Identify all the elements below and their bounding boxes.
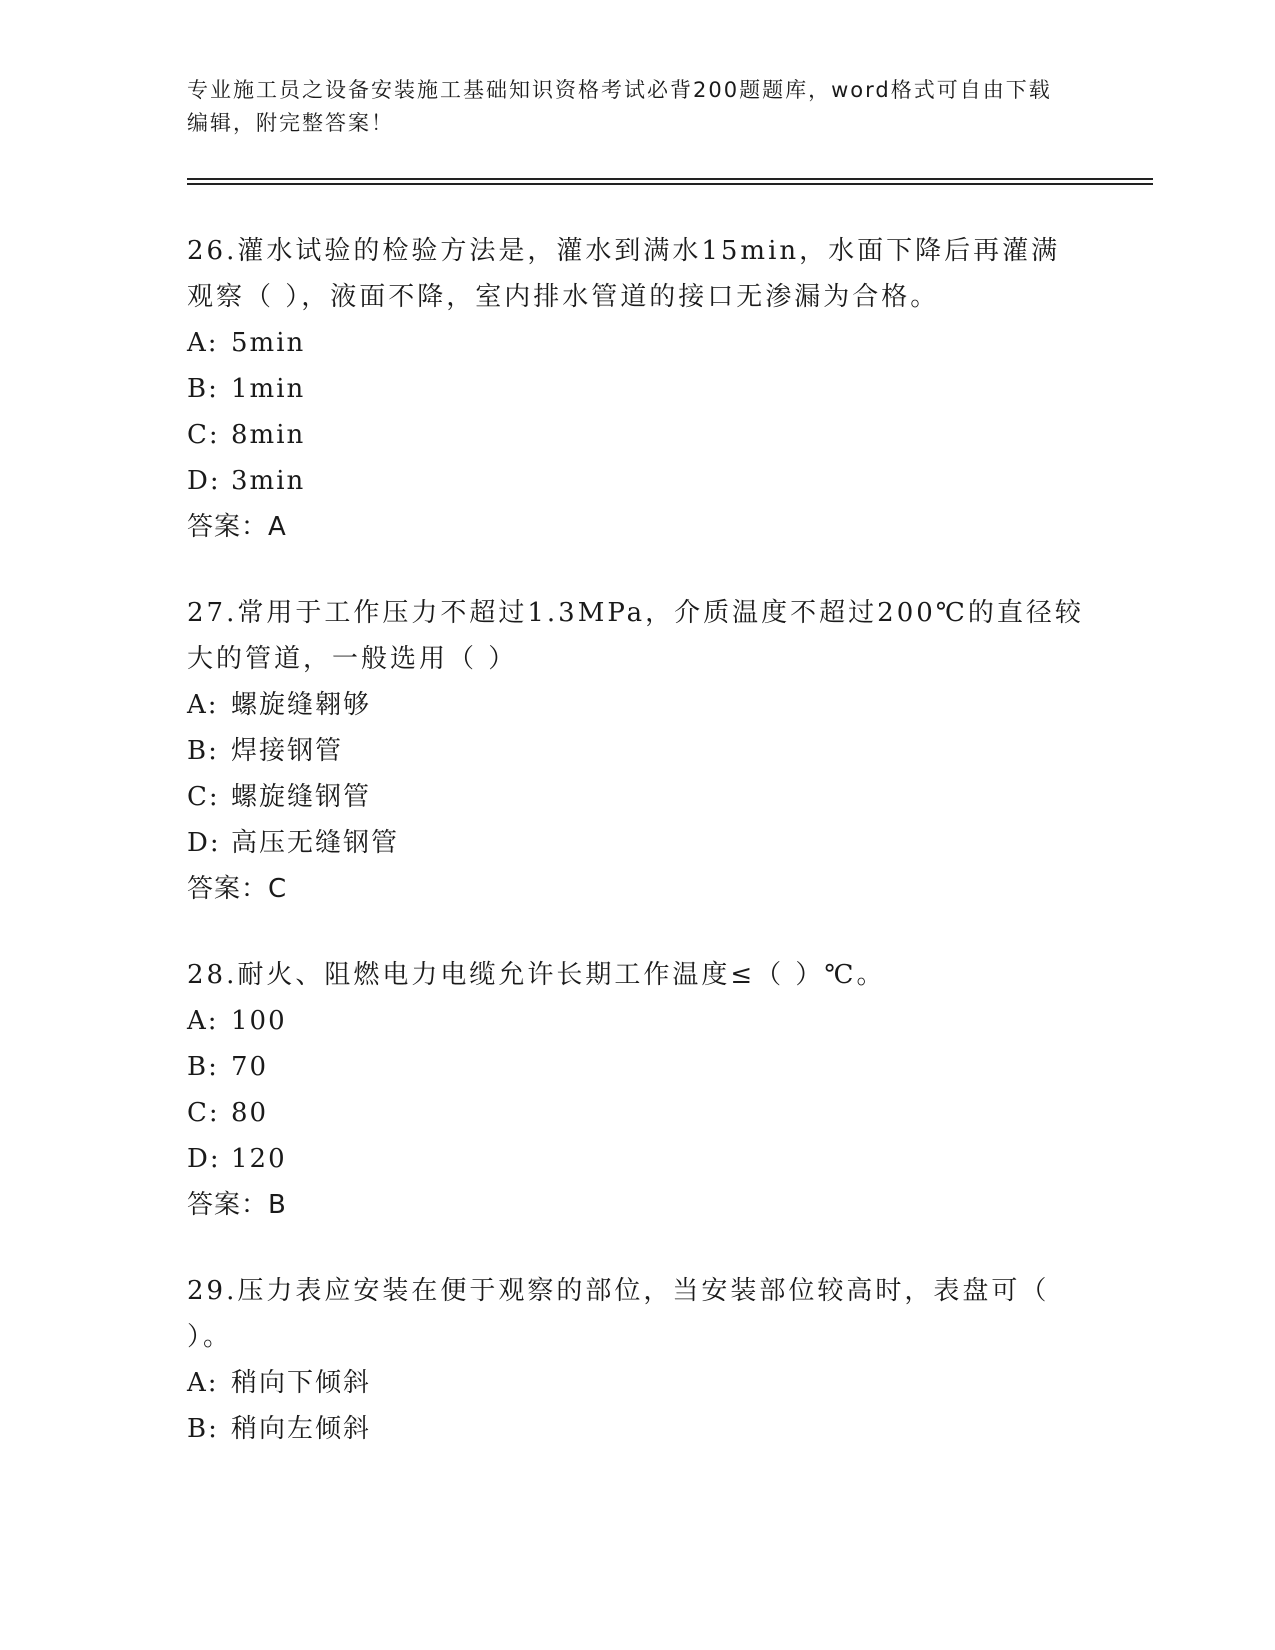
option-key: D: (187, 1144, 221, 1174)
option-text: 3min (231, 466, 306, 496)
option-key: C: (187, 1098, 220, 1128)
question-stem: 29.压力表应安装在便于观察的部位，当安装部位较高时，表盘可（ ）。 (187, 1276, 1050, 1352)
question-29 (187, 1268, 1087, 1452)
answer-line: 答案：A (187, 512, 287, 542)
option-d (187, 820, 1087, 866)
option-key: A: (187, 690, 219, 720)
question-28 (187, 952, 1087, 1228)
option-key: D: (187, 828, 221, 858)
option-key: A: (187, 328, 219, 358)
option-key: B: (187, 1052, 219, 1082)
question-26 (187, 228, 1087, 550)
option-text: 100 (231, 1006, 287, 1036)
option-key: B: (187, 1414, 219, 1444)
option-text: 120 (231, 1144, 287, 1174)
option-b (187, 366, 1087, 412)
option-a (187, 998, 1087, 1044)
option-text: 螺旋缝翱够 (231, 690, 372, 720)
header-divider-bottom (187, 183, 1153, 185)
header-divider-top (187, 178, 1153, 180)
option-key: C: (187, 782, 220, 812)
option-b (187, 1044, 1087, 1090)
option-text: 稍向下倾斜 (231, 1368, 372, 1398)
option-b (187, 1406, 1087, 1452)
option-a (187, 682, 1087, 728)
option-a (187, 320, 1087, 366)
option-key: A: (187, 1006, 219, 1036)
option-key: C: (187, 420, 220, 450)
option-d (187, 1136, 1087, 1182)
option-text: 1min (231, 374, 306, 404)
option-key: B: (187, 374, 219, 404)
option-text: 螺旋缝钢管 (231, 782, 372, 812)
option-text: 70 (231, 1052, 269, 1082)
option-key: B: (187, 736, 219, 766)
option-text: 8min (231, 420, 306, 450)
option-text: 80 (231, 1098, 269, 1128)
answer-line: 答案：C (187, 874, 288, 904)
question-stem: 28.耐火、阻燃电力电缆允许长期工作温度≤（ ）℃。 (187, 960, 886, 990)
question-list (187, 228, 1087, 1492)
option-c (187, 1090, 1087, 1136)
option-key: D: (187, 466, 221, 496)
document-header: 专业施工员之设备安装施工基础知识资格考试必背200题题库，word格式可自由下载编辑，附完整答案！ (187, 78, 1052, 135)
option-key: A: (187, 1368, 219, 1398)
option-text: 高压无缝钢管 (231, 828, 400, 858)
option-c (187, 412, 1087, 458)
option-c (187, 774, 1087, 820)
option-text: 焊接钢管 (231, 736, 344, 766)
question-stem: 26.灌水试验的检验方法是，灌水到满水15min，水面下降后再灌满观察（ ），液面不降，室内排水管道的接口无渗漏为合格。 (187, 236, 1061, 312)
question-stem: 27.常用于工作压力不超过1.3MPa，介质温度不超过200℃的直径较大的管道，一般选用（ ） (187, 598, 1084, 674)
option-b (187, 728, 1087, 774)
option-a (187, 1360, 1087, 1406)
option-text: 稍向左倾斜 (231, 1414, 372, 1444)
option-text: 5min (231, 328, 306, 358)
question-27 (187, 590, 1087, 912)
option-d (187, 458, 1087, 504)
answer-line: 答案：B (187, 1190, 287, 1220)
